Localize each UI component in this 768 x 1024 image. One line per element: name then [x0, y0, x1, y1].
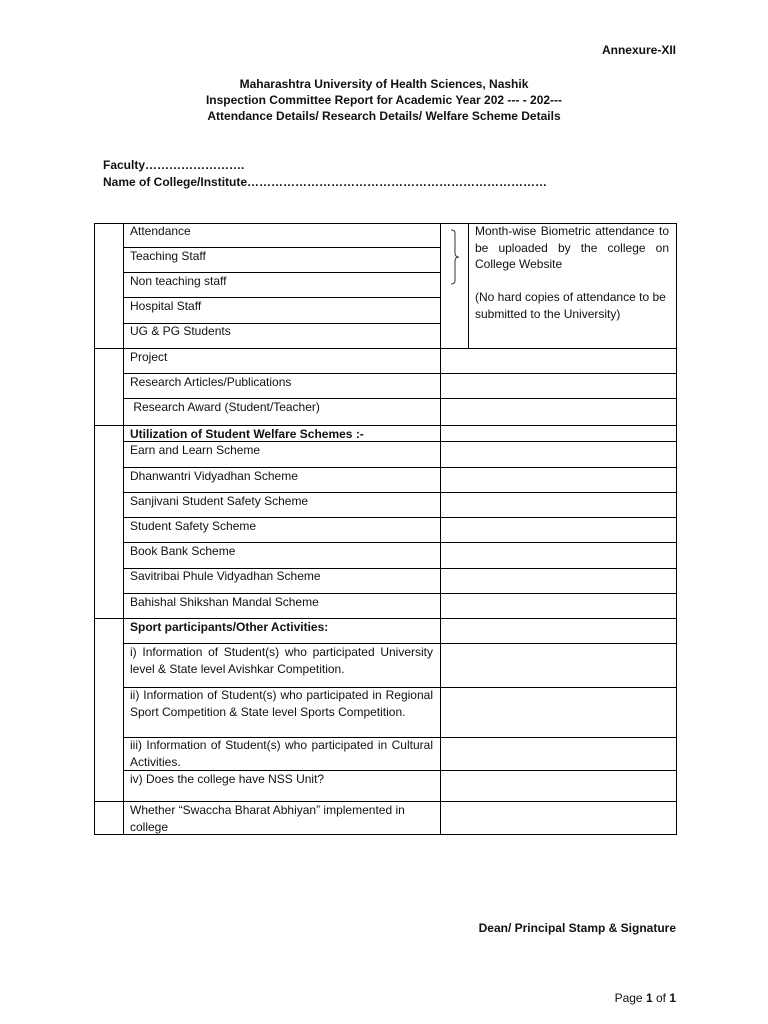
faculty-field: Faculty…………………….: [103, 158, 245, 172]
college-name-field: Name of College/Institute…………………………………………………………………: [103, 175, 548, 189]
page-of: of: [652, 991, 670, 1005]
book-bank-scheme-label: Book Bank Scheme: [130, 544, 236, 558]
page-number: [615, 991, 676, 1005]
sanjivani-scheme-label: Sanjivani Student Safety Scheme: [130, 494, 309, 508]
university-title: Maharashtra University of Health Sciences, Nashik: [239, 77, 529, 91]
teaching-staff-label: Teaching Staff: [130, 249, 206, 263]
non-teaching-staff-label: Non teaching staff: [130, 274, 227, 288]
regional-sport-info-label: ii) Information of Student(s) who participated in Regional Sport Competition & State level Sports Competition.: [130, 688, 433, 719]
hospital-staff-label: Hospital Staff: [130, 299, 202, 313]
report-subject: Attendance Details/ Research Details/ Welfare Scheme Details: [207, 109, 561, 123]
report-title: Inspection Committee Report for Academic Year 202 --- - 202---: [205, 93, 563, 107]
details-table: [94, 223, 677, 835]
savitribai-scheme-label: Savitribai Phule Vidyadhan Scheme: [130, 569, 321, 583]
swachh-bharat-label: Whether “Swaccha Bharat Abhiyan” implemented in college: [130, 803, 405, 834]
dhanwantri-scheme-label: Dhanwantri Vidyadhan Scheme: [130, 469, 298, 483]
earn-learn-scheme-label: Earn and Learn Scheme: [130, 443, 261, 457]
sports-heading: Sport participants/Other Activities:: [130, 620, 329, 634]
avishkar-info-label: i) Information of Student(s) who participated University level & State level Avishkar Competition.: [130, 645, 433, 676]
signature-label: Dean/ Principal Stamp & Signature: [478, 921, 676, 935]
research-articles-label: Research Articles/Publications: [130, 375, 292, 389]
nss-unit-label: iv) Does the college have NSS Unit?: [130, 772, 325, 786]
brace-icon: [450, 229, 462, 285]
column-divider-1: [123, 223, 124, 835]
table-border-left: [94, 223, 95, 835]
biometric-attendance-note: Month-wise Biometric attendance to be uploaded by the college on College Website: [475, 224, 669, 271]
page-prefix: Page: [614, 991, 646, 1005]
table-border-right: [676, 223, 677, 835]
research-award-label: Research Award (Student/Teacher): [130, 400, 320, 414]
ug-pg-students-label: UG & PG Students: [130, 324, 231, 338]
section-divider-research: [94, 348, 677, 349]
no-hard-copies-note: (No hard copies of attendance to be submitted to the University): [475, 290, 666, 321]
student-safety-scheme-label: Student Safety Scheme: [130, 519, 257, 533]
annexure-label: Annexure-XII: [601, 43, 676, 57]
page-current: 1: [645, 991, 653, 1005]
page-total: 1: [669, 991, 676, 1005]
attendance-label: Attendance: [130, 224, 191, 238]
column-divider-2: [440, 223, 441, 835]
cultural-info-label: iii) Information of Student(s) who participated in Cultural Activities.: [130, 738, 433, 769]
welfare-schemes-heading: Utilization of Student Welfare Schemes :-: [130, 427, 364, 441]
project-label: Project: [130, 350, 168, 364]
bahishal-scheme-label: Bahishal Shikshan Mandal Scheme: [130, 595, 319, 609]
column-divider-3: [468, 223, 469, 348]
